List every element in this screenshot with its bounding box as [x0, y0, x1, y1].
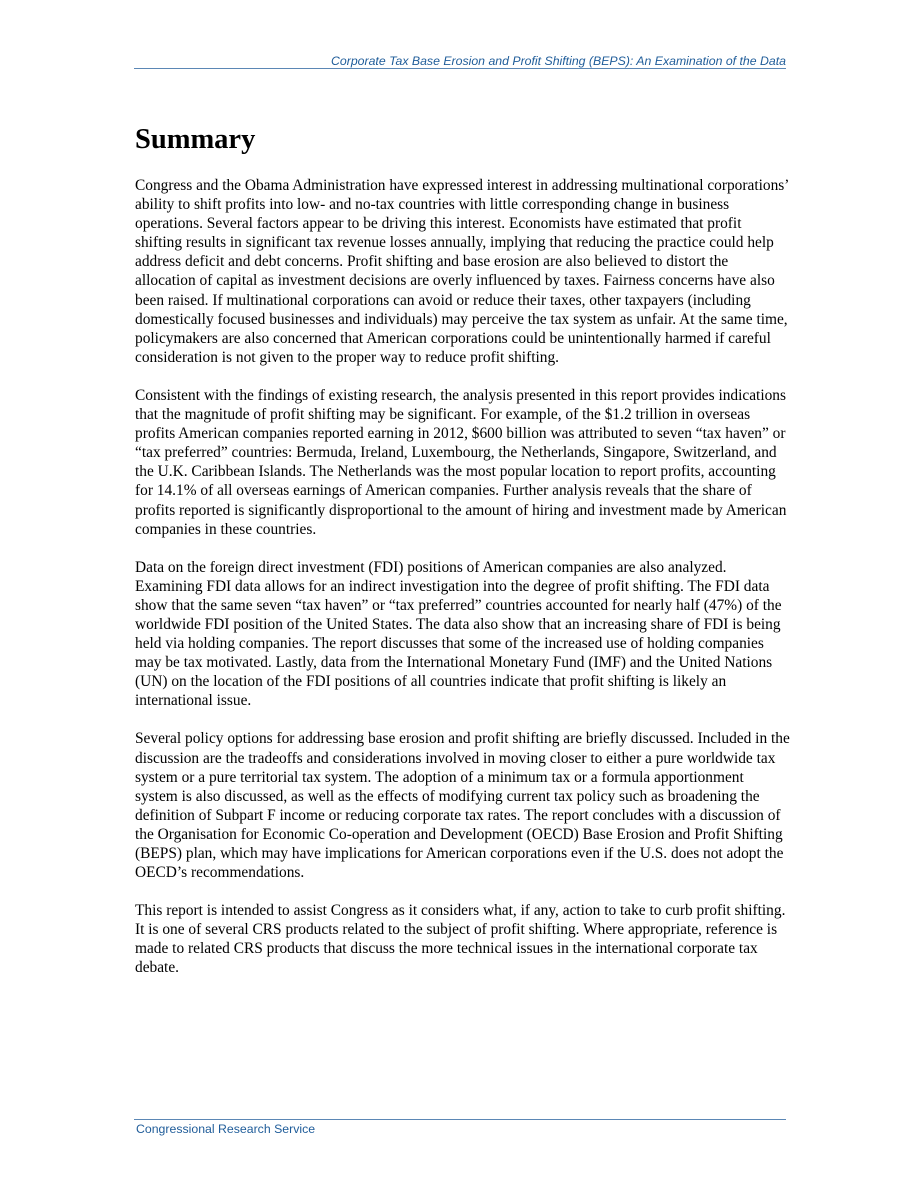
running-header-title: Corporate Tax Base Erosion and Profit Shifting (BEPS): An Examination of the Data: [331, 54, 786, 68]
header-divider: [134, 68, 786, 69]
paragraph-1: Congress and the Obama Administration have expressed interest in addressing multinational corporations’ ability to shift profits into low- and no-tax countries with little corresponding change in business operations. Several factors appear to be driving this interest. Economists have estimated that profit shifting results in significant tax revenue losses annually, implying that reducing the practice could help address deficit and debt concerns. Profit shifting and base erosion are also believed to distort the allocation of capital as investment decisions are overly influenced by taxes. Fairness concerns have also been raised. If multinational corporations can avoid or reduce their taxes, other taxpayers (including domestically focused businesses and individuals) may perceive the tax system as unfair. At the same time, policymakers are also concerned that American corporations could be unintentionally harmed if careful consideration is not given to the proper way to reduce profit shifting.: [135, 177, 789, 366]
summary-body: [135, 176, 790, 997]
paragraph-3: Data on the foreign direct investment (FDI) positions of American companies are also analyzed. Examining FDI data allows for an indirect investigation into the degree of profit shifting. The FDI data show that the same seven “tax haven” or “tax preferred” countries accounted for nearly half (47%) of the worldwide FDI position of the United States. The data also show that an increasing share of FDI is being held via holding companies. The report discusses that some of the increased use of holding companies may be tax motivated. Lastly, data from the International Monetary Fund (IMF) and the United Nations (UN) on the location of the FDI positions of all countries indicate that profit shifting is likely an international issue.: [135, 558, 782, 710]
paragraph-5: This report is intended to assist Congress as it considers what, if any, action to take to curb profit shifting. It is one of several CRS products related to the subject of profit shifting. Where appropriate, reference is made to related CRS products that discuss the more technical issues in the international corporate tax debate.: [135, 902, 786, 977]
footer-divider: [134, 1119, 786, 1120]
paragraph-2: Consistent with the findings of existing research, the analysis presented in this report provides indications that the magnitude of profit shifting may be significant. For example, of the $1.2 trillion in overseas profits American companies reported earning in 2012, $600 billion was attributed to seven “tax haven” or “tax preferred” countries: Bermuda, Ireland, Luxembourg, the Netherlands, Singapore, Switzerland, and the U.K. Caribbean Islands. The Netherlands was the most popular location to report profits, accounting for 14.1% of all overseas earnings of American companies. Further analysis reveals that the share of profits reported is significantly disproportional to the amount of hiring and investment made by American companies in these countries.: [135, 386, 787, 538]
footer-organization: Congressional Research Service: [136, 1122, 316, 1136]
page-title: Summary: [135, 124, 256, 155]
paragraph-4: Several policy options for addressing base erosion and profit shifting are briefly discussed. Included in the discussion are the tradeoffs and considerations involved in moving closer to either a pure worldwide tax system or a pure territorial tax system. The adoption of a minimum tax or a formula apportionment system is also discussed, as well as the effects of modifying current tax policy such as broadening the definition of Subpart F income or reducing corporate tax rates. The report concludes with a discussion of the Organisation for Economic Co-operation and Development (OECD) Base Erosion and Profit Shifting (BEPS) plan, which may have implications for American corporations even if the U.S. does not adopt the OECD’s recommendations.: [135, 730, 790, 882]
